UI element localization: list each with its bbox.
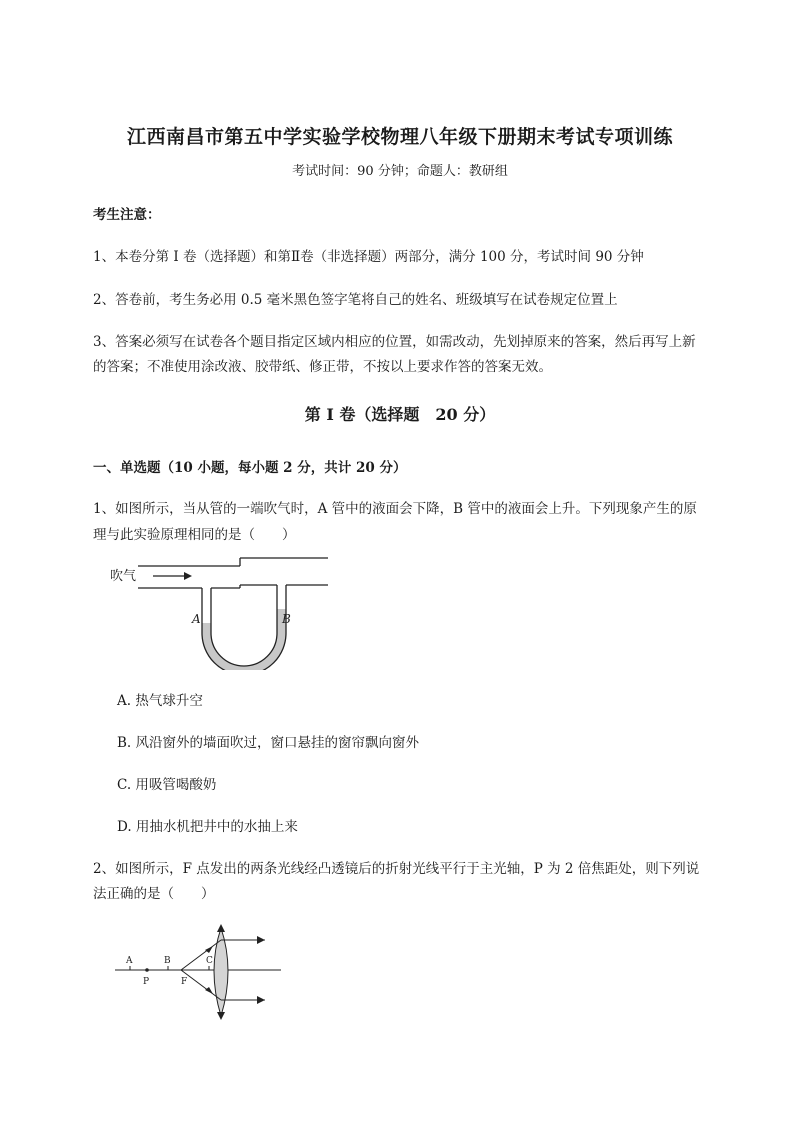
blow-label: 吹气 [110,569,137,584]
u-tube-figure [108,555,348,670]
q1-option-d[interactable]: D. 用抽水机把井中的水抽上来 [117,819,298,835]
liquid [202,609,286,670]
lens-figure [113,920,288,1025]
notice-item-3-line-1: 3、答案必须写在试卷各个题目指定区域内相应的位置，如需改动，先划掉原来的答案，然后再写上新 [93,334,696,350]
tube-a-label: A [192,612,201,626]
point-c-label: C [206,956,213,966]
section-title: 第 I 卷（选择题 20 分） [304,405,496,424]
notice-item-3-line-2: 的答案；不准使用涂改液、胶带纸、修正带，不按以上要求作答的答案无效。 [93,359,552,375]
point-f-label: F [181,977,188,987]
point-p [145,968,149,972]
part-heading: 一、单选题（10 小题，每小题 2 分，共计 20 分） [93,460,407,476]
q1-option-a[interactable]: A. 热气球升空 [117,693,203,709]
point-p-label: P [143,977,150,987]
notice-heading: 考生注意： [93,207,161,223]
notice-item-1: 1、本卷分第 I 卷（选择题）和第Ⅱ卷（非选择题）两部分，满分 100 分，考试时间 90 分钟 [93,249,644,265]
point-b-label: B [164,956,171,966]
question-1-line-1: 1、如图所示，当从管的一端吹气时，A 管中的液面会下降，B 管中的液面会上升。下列现象产生的原 [93,501,697,517]
convex-lens [214,928,228,1016]
tube-b-label: B [282,612,291,626]
point-a-label: A [126,956,133,966]
q1-option-c[interactable]: C. 用吸管喝酸奶 [117,777,217,793]
notice-item-2: 2、答卷前，考生务必用 0.5 毫米黑色签字笔将自己的姓名、班级填写在试卷规定位置上 [93,292,618,308]
q1-option-b[interactable]: B. 风沿窗外的墙面吹过，窗口悬挂的窗帘飘向窗外 [117,735,420,751]
question-2-line-2: 法正确的是（ ） [93,886,215,902]
exam-info: 考试时间：90 分钟；命题人：教研组 [292,164,508,179]
page-title: 江西南昌市第五中学实验学校物理八年级下册期末考试专项训练 [126,126,673,148]
question-1-line-2: 理与此实验原理相同的是（ ） [93,527,296,543]
question-2-line-1: 2、如图所示，F 点发出的两条光线经凸透镜后的折射光线平行于主光轴，P 为 2 倍焦距处，则下列说 [93,861,700,877]
